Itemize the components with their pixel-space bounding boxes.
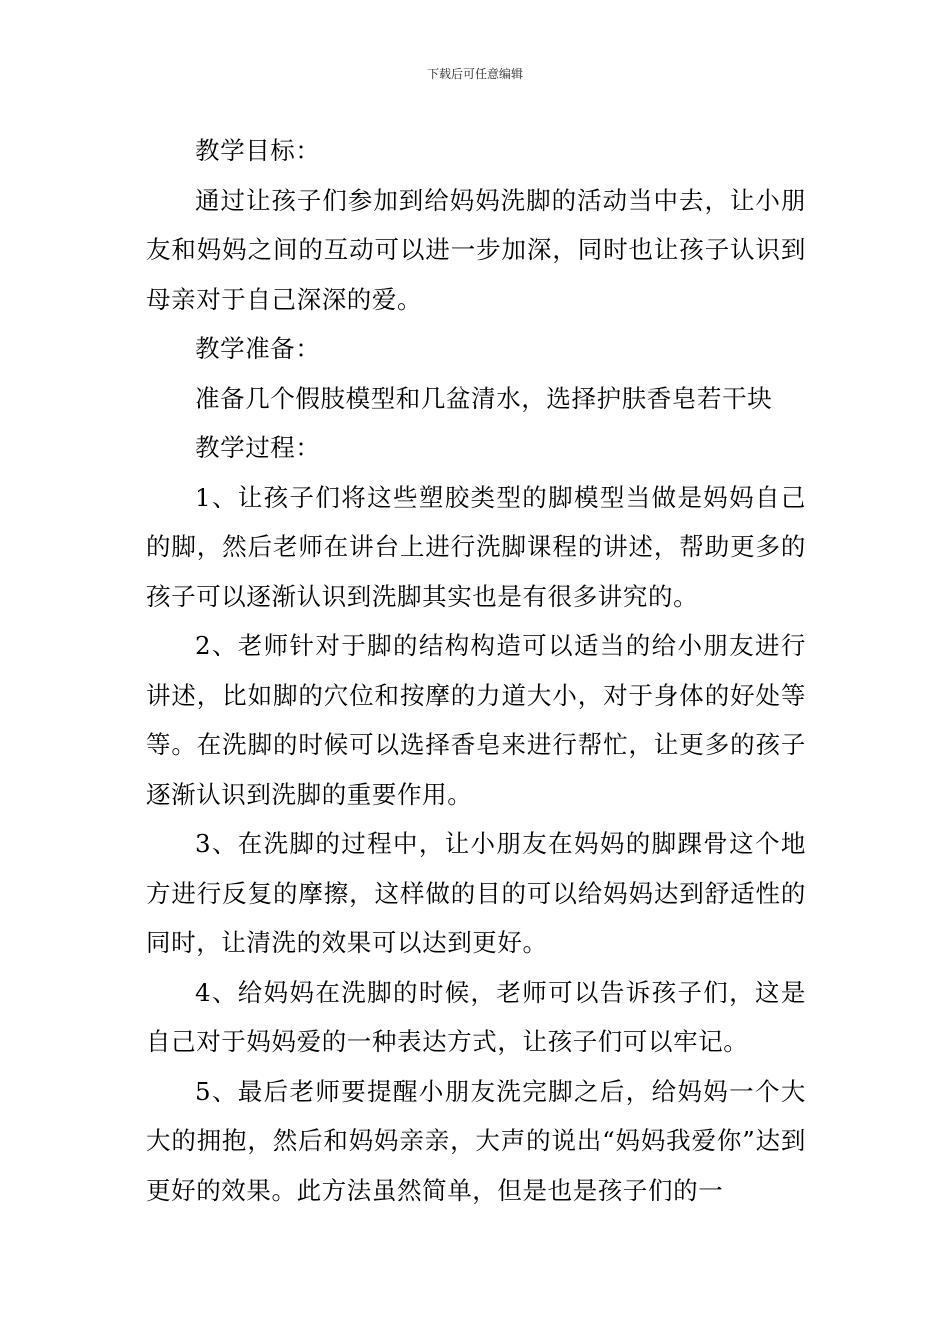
page-header-note: 下载后可任意编辑 bbox=[426, 67, 523, 81]
process-step-2: 2、老师针对于脚的结构构造可以适当的给小朋友进行讲述，比如脚的穴位和按摩的力道大小，对于身体的好处等等。在洗脚的时候可以选择香皂来进行帮忙，让更多的孩子逐渐认识到洗脚的重要作用。 bbox=[146, 631, 806, 809]
process-step-5: 5、最后老师要提醒小朋友洗完脚之后，给妈妈一个大大的拥抱，然后和妈妈亲亲，大声的说出“妈妈我爱你”达到更好的效果。此方法虽然简单，但是也是孩子们的一 bbox=[146, 1076, 806, 1205]
process-step-3: 3、在洗脚的过程中，让小朋友在妈妈的脚踝骨这个地方进行反复的摩擦，这样做的目的可以给妈妈达到舒适性的同时，让清洗的效果可以达到更好。 bbox=[146, 829, 806, 957]
document-body bbox=[146, 126, 806, 1215]
paragraph-objectives: 通过让孩子们参加到给妈妈洗脚的活动当中去，让小朋友和妈妈之间的互动可以进一步加深，同时也让孩子认识到母亲对于自己深深的爱。 bbox=[146, 185, 806, 314]
process-step-1: 1、让孩子们将这些塑胶类型的脚模型当做是妈妈自己的脚，然后老师在讲台上进行洗脚课程的讲述，帮助更多的孩子可以逐渐认识到洗脚其实也是有很多讲究的。 bbox=[146, 482, 806, 611]
process-step-4: 4、给妈妈在洗脚的时候，老师可以告诉孩子们，这是自己对于妈妈爱的一种表达方式，让孩子们可以牢记。 bbox=[146, 977, 806, 1056]
section-heading-process: 教学过程： bbox=[195, 433, 321, 462]
paragraph-preparation: 准备几个假肢模型和几盆清水，选择护肤香皂若干块 bbox=[195, 383, 773, 413]
section-heading-preparation: 教学准备： bbox=[195, 334, 321, 363]
section-heading-objectives: 教学目标： bbox=[195, 136, 321, 165]
